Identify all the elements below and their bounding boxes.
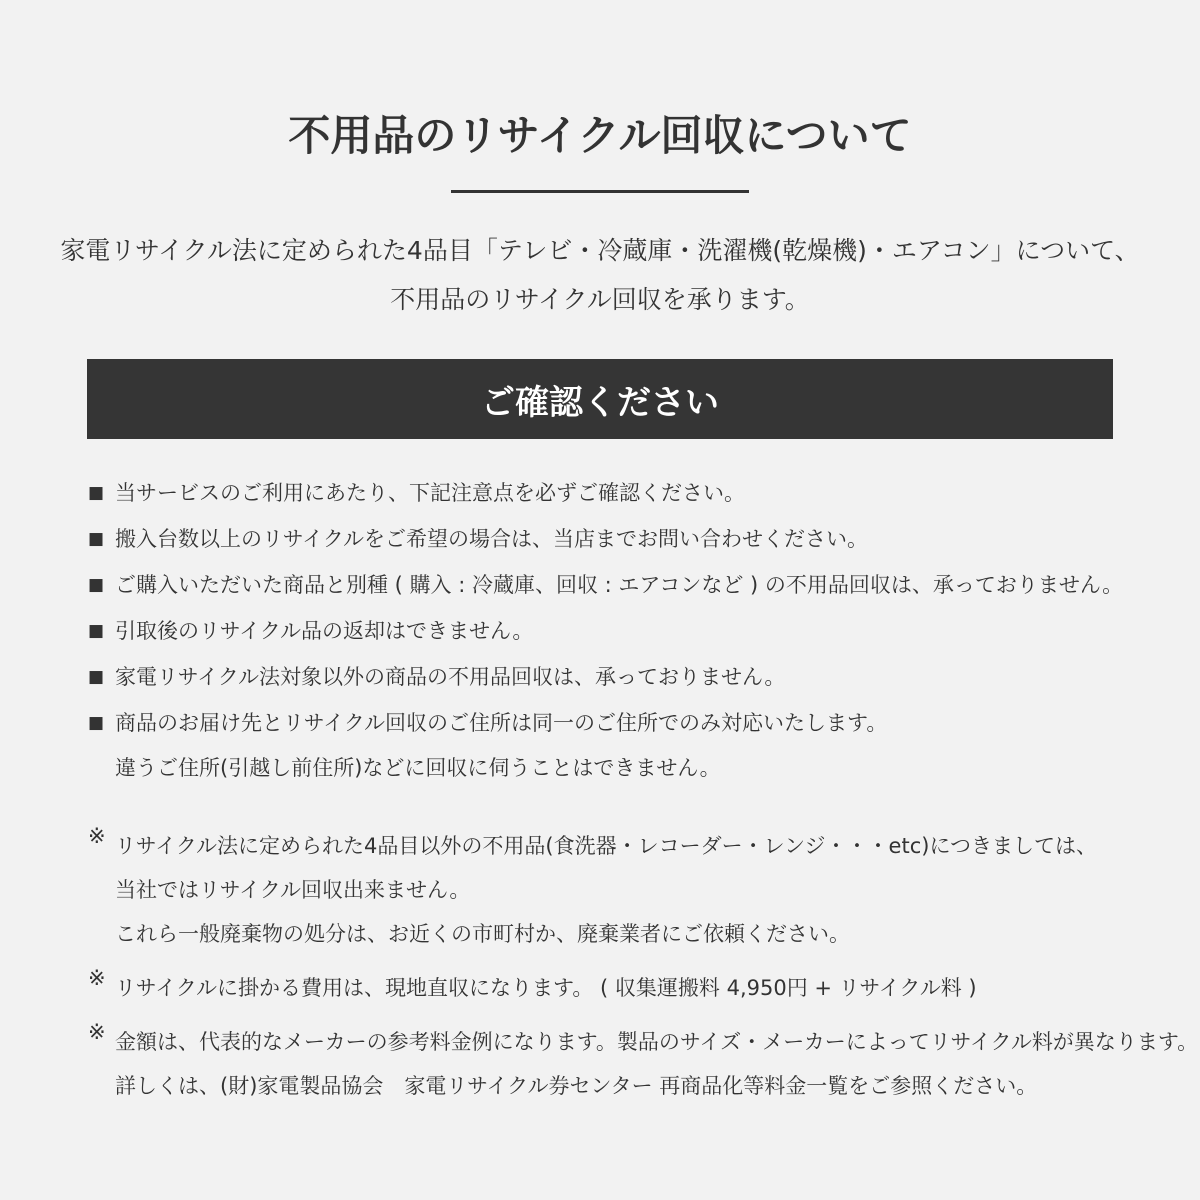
notice-text: 引取後のリサイクル品の返却はできません。 — [115, 619, 534, 643]
footnote-line: 詳しくは、(財)家電製品協会 家電リサイクル券センター 再商品化等料金一覧をご参照ください。 — [115, 1074, 1038, 1098]
notice-item — [88, 654, 1128, 700]
footnote — [88, 824, 1148, 956]
intro-line-1: 家電リサイクル法に定められた4品目「テレビ・冷蔵庫・洗濯機(乾燥機)・エアコン」について、 — [60, 236, 1140, 265]
footnote-line: リサイクルに掛かる費用は、現地直収になります。 ( 収集運搬料 4,950円 + リサイクル料 ) — [115, 976, 977, 1000]
confirm-banner — [87, 359, 1113, 439]
title-underline — [451, 190, 749, 193]
footnote-line: これら一般廃棄物の処分は、お近くの市町村か、廃棄業者にご依頼ください。 — [115, 922, 850, 946]
confirm-banner-label: ご確認ください — [481, 382, 719, 423]
intro-text — [0, 226, 1200, 324]
square-bullet-icon: ■ — [88, 667, 105, 687]
notice-list — [88, 470, 1128, 790]
footnote-line: 当社ではリサイクル回収出来ません。 — [115, 878, 471, 902]
notice-item — [88, 608, 1128, 654]
square-bullet-icon: ■ — [88, 713, 105, 733]
footnotes — [88, 824, 1199, 1108]
notice-text: 家電リサイクル法対象以外の商品の不用品回収は、承っておりません。 — [115, 665, 786, 689]
square-bullet-icon: ■ — [88, 483, 105, 503]
notice-text: 商品のお届け先とリサイクル回収のご住所は同一のご住所でのみ対応いたします。 — [115, 711, 888, 735]
notice-text-continued: 違うご住所(引越し前住所)などに回収に伺うことはできません。 — [115, 756, 721, 780]
notice-text: 搬入台数以上のリサイクルをご希望の場合は、当店までお問い合わせください。 — [115, 527, 869, 551]
square-bullet-icon: ■ — [88, 575, 105, 595]
notice-text: 当サービスのご利用にあたり、下記注意点を必ずご確認ください。 — [115, 481, 745, 505]
notice-text: ご購入いただいた商品と別種 ( 購入 : 冷蔵庫、回収 : エアコンなど ) の不用品回収は、承っておりません。 — [115, 573, 1124, 597]
footnote-line: 金額は、代表的なメーカーの参考料金例になります。製品のサイズ・メーカーによってリサイクル料が異なります。 — [115, 1030, 1199, 1054]
square-bullet-icon: ■ — [88, 529, 105, 549]
square-bullet-icon: ■ — [88, 621, 105, 641]
reference-mark-icon: ※ — [88, 824, 106, 848]
page-title: 不用品のリサイクル回収について — [288, 111, 912, 160]
intro-line-2: 不用品のリサイクル回収を承ります。 — [390, 285, 810, 314]
notice-item — [88, 700, 1128, 790]
notice-item — [88, 562, 1128, 608]
notice-item — [88, 516, 1128, 562]
notice-item — [88, 470, 1128, 516]
footnote — [88, 1020, 1199, 1108]
reference-mark-icon: ※ — [88, 966, 106, 990]
footnote-line: リサイクル法に定められた4品目以外の不用品(食洗器・レコーダー・レンジ・・・etc)につきましては、 — [115, 834, 1098, 858]
footnote — [88, 966, 1148, 1010]
reference-mark-icon: ※ — [88, 1020, 106, 1044]
